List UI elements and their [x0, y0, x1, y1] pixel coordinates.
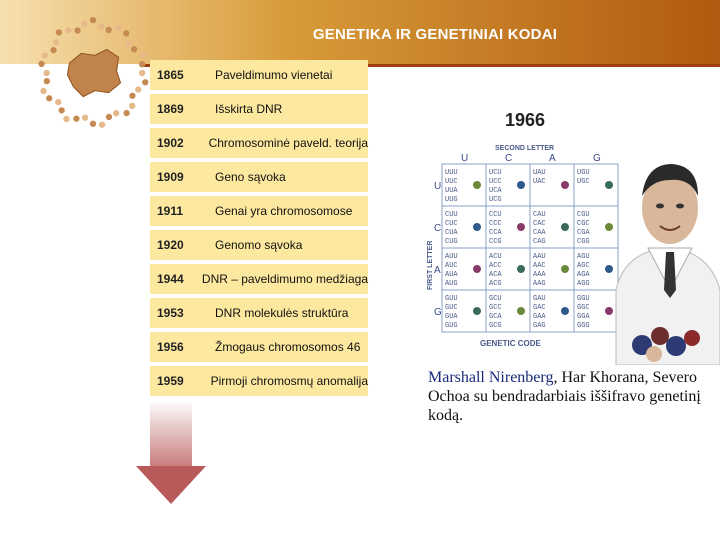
amino-acid-dot — [517, 223, 525, 231]
timeline-year: 1911 — [157, 204, 184, 218]
timeline-year: 1869 — [157, 102, 184, 116]
codon-text: AAG — [533, 280, 546, 288]
timeline-event: Žmogaus chromosomos 46 — [215, 340, 361, 354]
codon-text: GUU — [445, 295, 458, 303]
timeline-row — [150, 128, 368, 158]
timeline-event: Genomo sąvoka — [215, 238, 303, 252]
timeline-arrow-stem — [150, 400, 192, 468]
amino-acid-dot — [473, 265, 481, 273]
codon-text: GGG — [577, 322, 590, 330]
codon-text: UAU — [533, 169, 546, 177]
codon-text: GUC — [445, 304, 458, 312]
timeline-event: Chromosominė paveld. teorija — [208, 136, 368, 150]
codon-text: UCC — [489, 178, 502, 186]
caption-highlight-name: Marshall Nirenberg — [428, 369, 554, 386]
codon-text: UCG — [489, 196, 502, 204]
timeline-year: 1865 — [157, 68, 184, 82]
amino-acid-dot — [517, 307, 525, 315]
second-letter-base: U — [461, 153, 469, 164]
second-letter-base: A — [549, 153, 556, 164]
photo-caption — [428, 368, 718, 425]
timeline-row — [150, 298, 368, 328]
codon-text: AGC — [577, 262, 590, 270]
lithuania-map-icon — [67, 49, 120, 96]
timeline-row — [150, 196, 368, 226]
amino-acid-dot — [561, 223, 569, 231]
timeline-row — [150, 162, 368, 192]
amino-acid-dot — [605, 307, 613, 315]
codon-text: AAA — [533, 271, 546, 279]
photo-year: 1966 — [505, 110, 546, 130]
timeline-list — [150, 60, 368, 400]
amino-acid-dot — [605, 181, 613, 189]
timeline-row — [150, 264, 368, 294]
codon-text: UUC — [445, 178, 458, 186]
first-letter-base: G — [434, 307, 442, 318]
amino-acid-dot — [473, 307, 481, 315]
codon-text: GAG — [533, 322, 546, 330]
codon-text: UAC — [533, 178, 546, 186]
codon-text: CAG — [533, 238, 546, 246]
codon-text: GCU — [489, 295, 502, 303]
timeline-row — [150, 332, 368, 362]
timeline-year: 1920 — [157, 238, 184, 252]
codon-text: GCG — [489, 322, 502, 330]
timeline-event: Paveldimumo vienetai — [215, 68, 333, 82]
codon-text: GAC — [533, 304, 546, 312]
codon-table-image — [420, 140, 720, 365]
dna-ring-logo — [34, 14, 152, 132]
codon-text: UGC — [577, 178, 590, 186]
codon-text: AAU — [533, 253, 546, 261]
codon-text: UUG — [445, 196, 458, 204]
codon-text: AAC — [533, 262, 546, 270]
codon-text: ACA — [489, 271, 502, 279]
codon-text: GCA — [489, 313, 502, 321]
codon-text: GGA — [577, 313, 590, 321]
codon-text: CGU — [577, 211, 590, 219]
timeline-year: 1956 — [157, 340, 184, 354]
amino-acid-dot — [473, 181, 481, 189]
timeline-row — [150, 94, 368, 124]
amino-acid-dot — [561, 265, 569, 273]
codon-text: AGG — [577, 280, 590, 288]
codon-text: GUG — [445, 322, 458, 330]
timeline-event: Geno sąvoka — [215, 170, 286, 184]
codon-text: CGA — [577, 229, 590, 237]
codon-text: CCU — [489, 211, 502, 219]
codon-text: AUA — [445, 271, 458, 279]
amino-acid-dot — [561, 181, 569, 189]
codon-text: UUA — [445, 187, 458, 195]
codon-text: GAA — [533, 313, 546, 321]
codon-text: UGU — [577, 169, 590, 177]
codon-text: CUU — [445, 211, 458, 219]
codon-text: ACG — [489, 280, 502, 288]
timeline-row — [150, 366, 368, 396]
codon-text: CUG — [445, 238, 458, 246]
codon-text: CAC — [533, 220, 546, 228]
genetic-code-label: GENETIC CODE — [480, 339, 541, 348]
codon-text: CCG — [489, 238, 502, 246]
first-letter-base: A — [434, 265, 441, 276]
amino-acid-dot — [517, 181, 525, 189]
amino-acid-dot — [605, 223, 613, 231]
codon-text: AUU — [445, 253, 458, 261]
timeline-row — [150, 230, 368, 260]
amino-acid-dot — [561, 307, 569, 315]
codon-text: GGU — [577, 295, 590, 303]
codon-text: CCC — [489, 220, 502, 228]
timeline-event: Genai yra chromosomose — [215, 204, 353, 218]
slide-title: GENETIKA IR GENETINIAI KODAI — [312, 26, 558, 43]
codon-text: UCU — [489, 169, 502, 177]
timeline-event: Išskirta DNR — [215, 102, 283, 116]
first-letter-base: C — [434, 223, 442, 234]
timeline-event: DNR molekulės struktūra — [215, 306, 349, 320]
codon-text: UCA — [489, 187, 502, 195]
timeline-arrow-head — [136, 466, 206, 504]
codon-text: GAU — [533, 295, 546, 303]
second-letter-base: C — [505, 153, 513, 164]
amino-acid-dot — [517, 265, 525, 273]
codon-text: CAA — [533, 229, 546, 237]
codon-text: CCA — [489, 229, 502, 237]
timeline-year: 1953 — [157, 306, 184, 320]
timeline-event: Pirmoji chromosmų anomalija — [210, 374, 368, 388]
timeline-year: 1902 — [157, 136, 184, 150]
codon-text: GGC — [577, 304, 590, 312]
codon-text: AGA — [577, 271, 590, 279]
timeline-year: 1909 — [157, 170, 184, 184]
caption-text: , Har Khorana, Severo Ochoa su bendradarbiais iššifravo genetinį kodą. — [428, 369, 701, 424]
codon-text: GCC — [489, 304, 502, 312]
timeline-event: DNR – paveldimumo medžiaga — [201, 272, 368, 286]
codon-text: CAU — [533, 211, 546, 219]
codon-text: ACC — [489, 262, 502, 270]
codon-text: AUG — [445, 280, 458, 288]
genetic-code-photo — [420, 140, 720, 365]
second-letter-base: G — [593, 153, 601, 164]
codon-text: AUC — [445, 262, 458, 270]
second-letter-label: SECOND LETTER — [495, 145, 555, 152]
amino-acid-dot — [605, 265, 613, 273]
codon-text: ACU — [489, 253, 502, 261]
codon-text: UUU — [445, 169, 458, 177]
codon-text: CGC — [577, 220, 590, 228]
timeline-year: 1959 — [157, 374, 184, 388]
first-letter-label: FIRST LETTER — [427, 240, 434, 290]
timeline-row — [150, 60, 368, 90]
codon-text: GUA — [445, 313, 458, 321]
codon-text: CUC — [445, 220, 458, 228]
codon-text: AGU — [577, 253, 590, 261]
timeline-year: 1944 — [157, 272, 184, 286]
first-letter-base: U — [434, 181, 442, 192]
codon-text: CGG — [577, 238, 590, 246]
codon-text: CUA — [445, 229, 458, 237]
amino-acid-dot — [473, 223, 481, 231]
